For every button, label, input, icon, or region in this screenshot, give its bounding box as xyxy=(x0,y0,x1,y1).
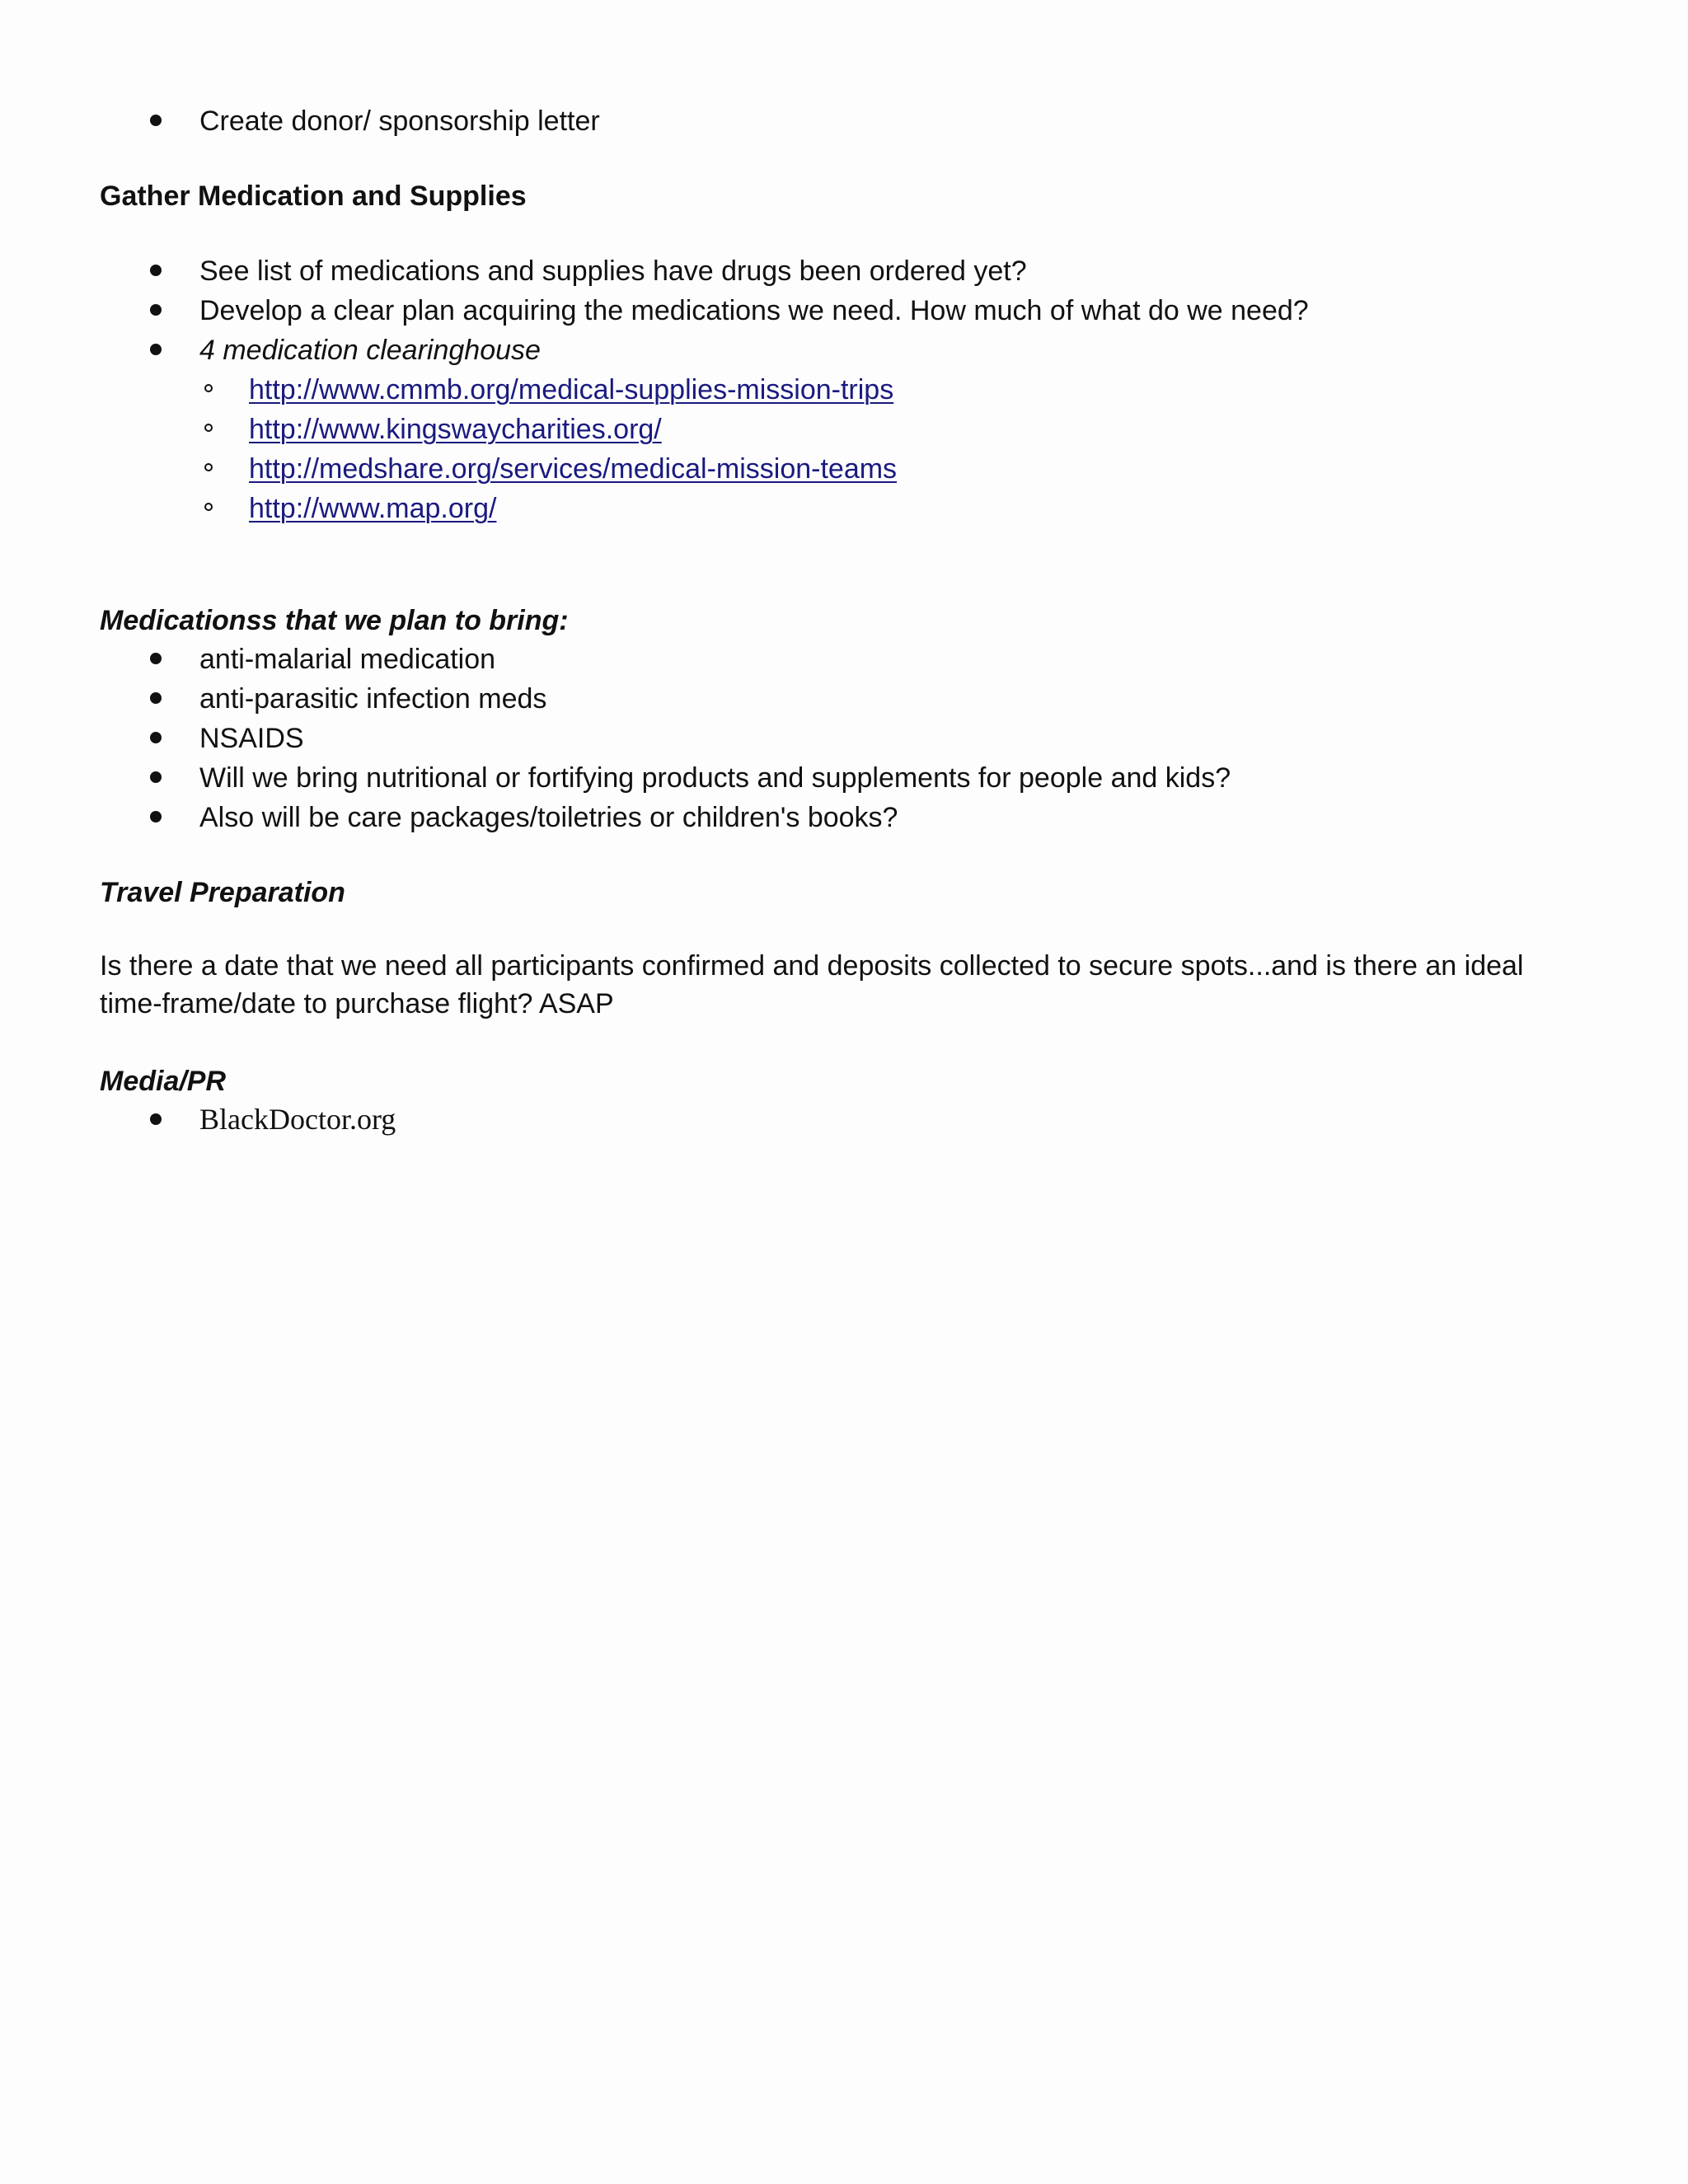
list-item: NSAIDS xyxy=(199,723,304,754)
list-item: 4 medication clearinghouse xyxy=(199,335,541,366)
bullet-icon xyxy=(150,115,162,126)
bullet-icon xyxy=(150,732,162,743)
section-heading-gather: Gather Medication and Supplies xyxy=(100,180,527,212)
bullet-icon xyxy=(150,304,162,316)
list-item: anti-malarial medication xyxy=(199,644,496,675)
list-item: Develop a clear plan acquiring the medications we need. How much of what do we need? xyxy=(199,295,1309,326)
bullet-icon xyxy=(150,344,162,355)
circle-bullet-icon xyxy=(204,503,213,511)
link-medshare[interactable]: http://medshare.org/services/medical-mission-teams xyxy=(249,453,898,485)
circle-bullet-icon xyxy=(204,424,213,432)
bullet-icon xyxy=(150,811,162,823)
list-item: anti-parasitic infection meds xyxy=(199,683,547,715)
section-heading-medications: Medicationss that we plan to bring: xyxy=(100,605,569,636)
list-item: Create donor/ sponsorship letter xyxy=(199,105,600,137)
link-map[interactable]: http://www.map.org/ xyxy=(249,493,497,524)
list-item: Also will be care packages/toiletries or children's books? xyxy=(199,802,898,833)
bullet-icon xyxy=(150,265,162,276)
section-heading-media: Media/PR xyxy=(100,1066,227,1097)
bullet-icon xyxy=(150,1113,162,1125)
section-heading-travel: Travel Preparation xyxy=(100,877,345,908)
bullet-icon xyxy=(150,653,162,664)
travel-paragraph: Is there a date that we need all participants confirmed and deposits collected to secure spots...and is there an ideal time-frame/date to purchase flight? ASAP xyxy=(100,950,1524,1019)
link-cmmb[interactable]: http://www.cmmb.org/medical-supplies-mission-trips xyxy=(249,374,894,405)
circle-bullet-icon xyxy=(204,463,213,471)
bullet-icon xyxy=(150,771,162,783)
link-kingsway[interactable]: http://www.kingswaycharities.org/ xyxy=(249,414,662,445)
list-item: See list of medications and supplies have drugs been ordered yet? xyxy=(199,255,1027,287)
bullet-icon xyxy=(150,692,162,704)
list-item: BlackDoctor.org xyxy=(199,1103,396,1136)
list-item: Will we bring nutritional or fortifying products and supplements for people and kids? xyxy=(199,762,1231,794)
circle-bullet-icon xyxy=(204,384,213,392)
